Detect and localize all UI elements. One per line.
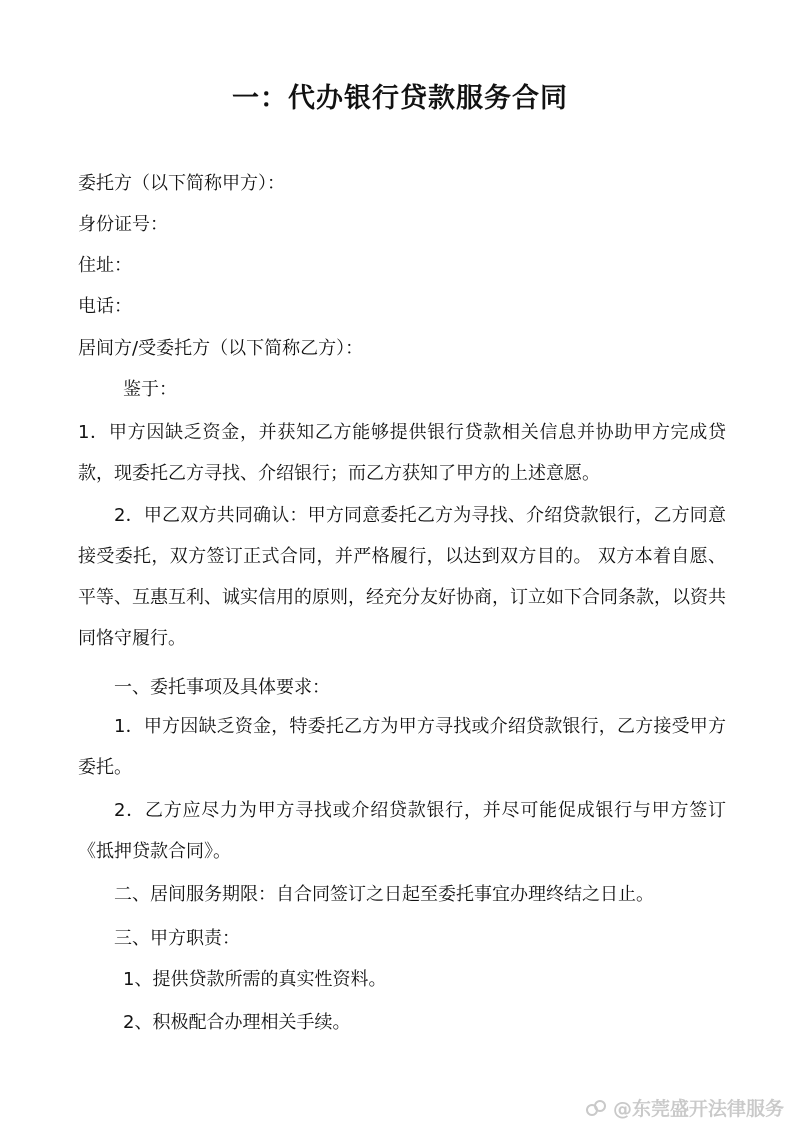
preamble-item-2: 2．甲乙双方共同确认：甲方同意委托乙方为寻找、介绍贷款银行，乙方同意接受委托，双方签订正式合同，并严格履行，以达到双方目的。 双方本着自愿、平等、互惠互利、诚实信用的原则，经充分友好协商，订立如下合同条款，以资共同恪守履行。 bbox=[78, 505, 726, 649]
phone-field-label: 电话： bbox=[78, 296, 132, 317]
address-field-label: 住址： bbox=[78, 255, 132, 276]
section-3-heading: 三、甲方职责： bbox=[114, 928, 240, 949]
section-1-heading: 一、委托事项及具体要求： bbox=[114, 677, 330, 698]
broker-field-label: 居间方/受委托方（以下简称乙方）： bbox=[78, 338, 364, 359]
preamble-item-1: 1．甲方因缺乏资金，并获知乙方能够提供银行贷款相关信息并协助甲方完成贷款，现委托乙方寻找、介绍银行；而乙方获知了甲方的上述意愿。 bbox=[78, 422, 726, 484]
client-field-label: 委托方（以下简称甲方）： bbox=[78, 173, 285, 194]
id-number-field-label: 身份证号： bbox=[78, 214, 168, 235]
watermark-text: @东莞盛开法律服务 bbox=[612, 1098, 784, 1120]
section-3-item-1: 1、提供贷款所需的真实性资料。 bbox=[123, 969, 387, 990]
toutiao-logo-icon bbox=[585, 1097, 607, 1119]
whereas-heading: 鉴于： bbox=[123, 379, 177, 400]
section-3-item-2: 2、积极配合办理相关手续。 bbox=[123, 1012, 351, 1033]
watermark bbox=[585, 1094, 784, 1121]
section-1-item-1: 1．甲方因缺乏资金，特委托乙方为甲方寻找或介绍贷款银行，乙方接受甲方委托。 bbox=[78, 716, 726, 778]
document-title: 一：代办银行贷款服务合同 bbox=[232, 83, 568, 114]
section-2-heading: 二、居间服务期限：自合同签订之日起至委托事宜办理终结之日止。 bbox=[114, 884, 654, 905]
section-1-item-2: 2．乙方应尽力为甲方寻找或介绍贷款银行，并尽可能促成银行与甲方签订《抵押贷款合同》。 bbox=[78, 800, 726, 862]
